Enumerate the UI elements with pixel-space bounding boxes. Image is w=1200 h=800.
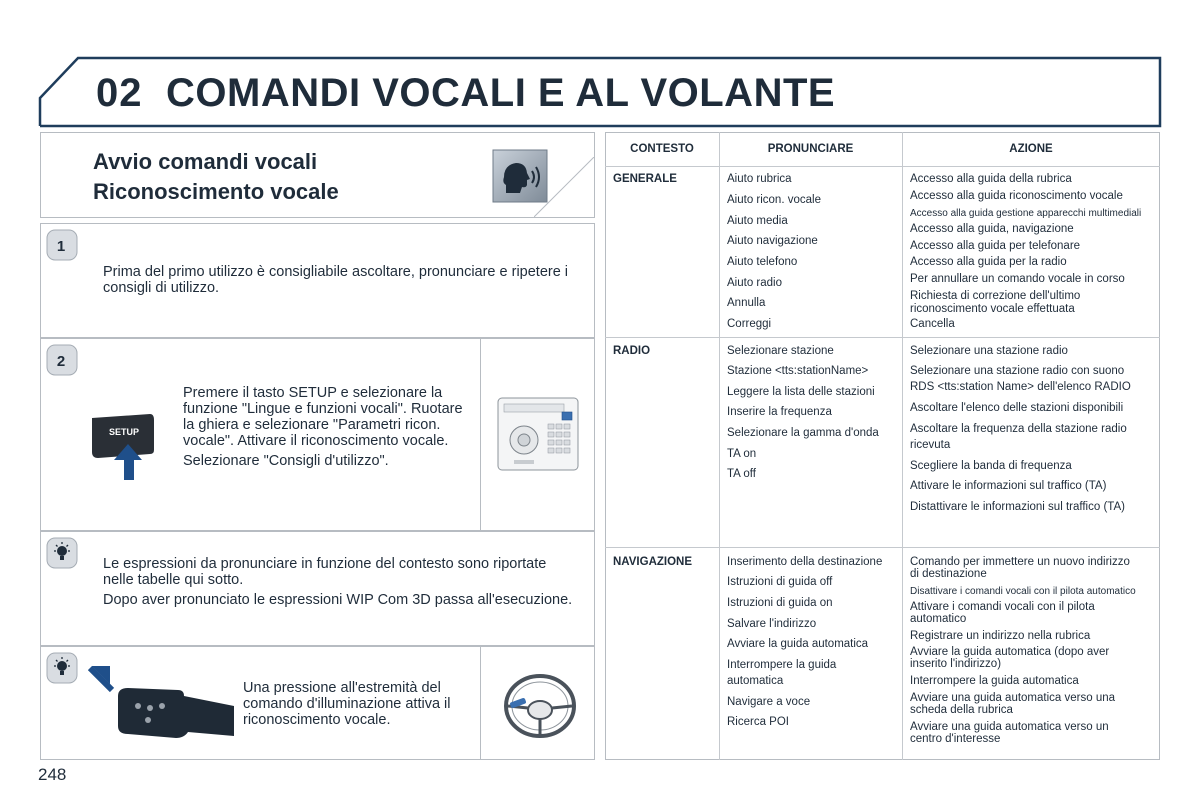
table-row-divider: [605, 337, 1160, 338]
page-number: 248: [38, 765, 67, 784]
phrase-item: Aiuto radio: [727, 277, 782, 289]
table-row-divider: [605, 166, 1160, 167]
tip-1-execution-info: Dopo aver pronunciato le espressioni WIP Com 3D passa all'esecuzione.: [103, 592, 573, 608]
step-2-select-tips: Selezionare "Consigli d'utilizzo".: [183, 453, 389, 469]
phrase-item: Interrompere la guida: [727, 659, 837, 671]
phrase-item: Stazione <tts:stationName>: [727, 365, 869, 377]
action-item: Per annullare un comando vocale in corso: [910, 273, 1125, 285]
phrase-item: Ricerca POI: [727, 716, 789, 728]
tip-1-context-info: Le espressioni da pronunciare in funzione del contesto sono riportate nelle tabelle qui sotto.: [103, 556, 547, 588]
phrase-item: TA off: [727, 468, 756, 480]
phrase-item: Inserire la frequenza: [727, 406, 832, 418]
context-navigation: NAVIGAZIONE: [613, 556, 693, 568]
action-item: Richiesta di correzione dell'ultimo riconoscimento vocale effettuata: [910, 290, 1081, 315]
context-radio: RADIO: [613, 345, 651, 357]
step-1-badge: [46, 229, 78, 261]
setup-button-label: SETUP: [108, 427, 140, 437]
chapter-number: 02: [96, 71, 143, 115]
table-col-divider: [719, 132, 720, 760]
section-title-line2: Riconoscimento vocale: [93, 179, 339, 204]
phrase-item: Avviare la guida automatica: [727, 638, 869, 650]
action-item: automatico: [910, 613, 967, 625]
phrase-item: Leggere la lista delle stazioni: [727, 386, 875, 398]
action-item: Accesso alla guida per telefonare: [910, 240, 1081, 252]
action-item: RDS <tts:station Name> dell'elenco RADIO: [910, 381, 1131, 393]
action-item: Accesso alla guida per la radio: [910, 256, 1067, 268]
action-item: Accesso alla guida della rubrica: [910, 173, 1072, 185]
table-header-action: AZIONE: [1009, 143, 1053, 155]
lighting-stalk-illustration: [88, 662, 236, 742]
step-2-number: 2: [56, 353, 66, 370]
phrase-item: Salvare l'indirizzo: [727, 618, 817, 630]
action-item: Selezionare una stazione radio: [910, 345, 1068, 357]
action-item: Ascoltare la frequenza della stazione radio: [910, 423, 1127, 435]
action-item: centro d'interesse: [910, 733, 1001, 745]
action-item: ricevuta: [910, 439, 951, 451]
phrase-item: Annulla: [727, 297, 766, 309]
tip-1-text: [103, 556, 573, 612]
phrase-item: Istruzioni di guida on: [727, 597, 833, 609]
steering-wheel-illustration: [500, 668, 580, 744]
action-item: Accesso alla guida, navigazione: [910, 223, 1074, 235]
action-item: scheda della rubrica: [910, 704, 1013, 716]
action-item: Disattivare i comandi vocali con il pilota automatico: [910, 586, 1136, 597]
action-item: Distattivare le informazioni sul traffico (TA): [910, 501, 1125, 513]
setup-button-illustration: [88, 410, 158, 482]
lightbulb-icon: [46, 537, 78, 569]
action-item: di destinazione: [910, 568, 987, 580]
voice-recognition-icon: [492, 149, 548, 203]
lightbulb-icon: [46, 652, 78, 684]
step-2-badge: [46, 344, 78, 376]
table-header-pronounce: PRONUNCIARE: [767, 143, 854, 155]
phrase-item: Navigare a voce: [727, 696, 811, 708]
phrase-item: Aiuto telefono: [727, 256, 798, 268]
action-item: Scegliere la banda di frequenza: [910, 460, 1072, 472]
phrase-item: TA on: [727, 448, 757, 460]
action-item: Accesso alla guida riconoscimento vocale: [910, 190, 1123, 202]
action-item: Avviare la guida automatica (dopo aver: [910, 646, 1110, 658]
action-item: Interrompere la guida automatica: [910, 675, 1079, 687]
action-item: Attivare le informazioni sul traffico (TA): [910, 480, 1107, 492]
voice-commands-table: [605, 132, 1160, 760]
section-title-line1: Avvio comandi vocali: [93, 149, 318, 174]
phrase-item: Aiuto ricon. vocale: [727, 194, 821, 206]
table-header-context: CONTESTO: [630, 143, 694, 155]
phrase-item: Istruzioni di guida off: [727, 576, 833, 588]
phrase-item: Aiuto rubrica: [727, 173, 792, 185]
step-2-divider: [480, 338, 481, 531]
action-item: Comando per immettere un nuovo indirizzo: [910, 556, 1130, 568]
action-item: Registrare un indirizzo nella rubrica: [910, 630, 1091, 642]
step-2-instructions: Premere il tasto SETUP e selezionare la funzione "Lingue e funzioni vocali". Ruotare la ghiera e selezionare "Parametri ricon. vocale". Attivare il riconoscimento vocale.: [183, 385, 463, 449]
action-item: Avviare una guida automatica verso un: [910, 721, 1109, 733]
step-1-text: Prima del primo utilizzo è consigliabile ascoltare, pronunciare e ripetere i consigli di utilizzo.: [103, 264, 569, 296]
phrase-item: Aiuto navigazione: [727, 235, 818, 247]
page-title: COMANDI VOCALI E AL VOLANTE: [166, 71, 836, 115]
phrase-item: Inserimento della destinazione: [727, 556, 883, 568]
action-item: inserito l'indirizzo): [910, 658, 1002, 670]
phrase-item: Selezionare la gamma d'onda: [727, 427, 879, 439]
phrase-item: Aiuto media: [727, 215, 788, 227]
tip-2-divider: [480, 646, 481, 760]
step-2-text: [183, 385, 463, 473]
action-item: Avviare una guida automatica verso una: [910, 692, 1116, 704]
action-item: Selezionare una stazione radio con suono: [910, 365, 1125, 377]
table-row-divider: [605, 547, 1160, 548]
action-item: Attivare i comandi vocali con il pilota: [910, 601, 1095, 613]
phrase-item: Selezionare stazione: [727, 345, 834, 357]
phrase-item: Correggi: [727, 318, 772, 330]
step-1-number: 1: [56, 238, 66, 255]
context-general: GENERALE: [613, 173, 677, 185]
radio-unit-illustration: [496, 394, 582, 474]
tip-2-text: Una pressione all'estremità del comando d'illuminazione attiva il riconoscimento vocale.: [243, 680, 451, 728]
action-item: Cancella: [910, 318, 955, 330]
table-col-divider: [902, 132, 903, 760]
phrase-item: automatica: [727, 675, 784, 687]
section-title: [93, 147, 339, 207]
action-item: Accesso alla guida gestione apparecchi multimediali: [910, 208, 1142, 219]
action-item: Ascoltare l'elenco delle stazioni disponibili: [910, 402, 1124, 414]
